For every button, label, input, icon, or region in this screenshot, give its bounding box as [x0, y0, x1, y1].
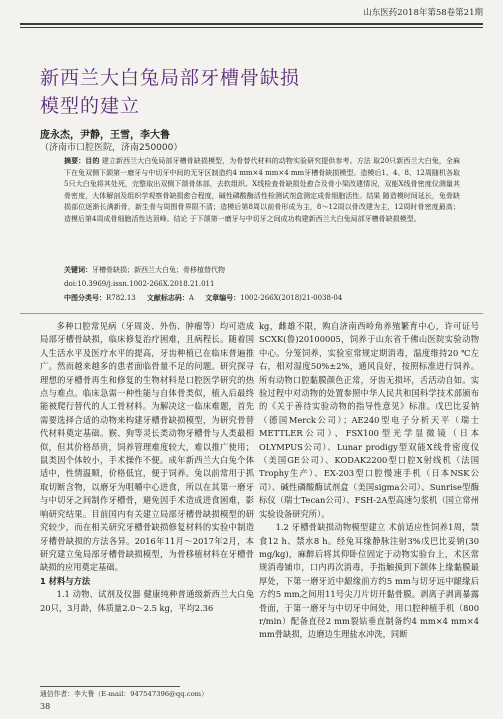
- doi: doi:10.3969/j.issn.1002-266X.2018.21.011: [64, 280, 215, 288]
- subsection-animals: 1.1 动物、试剂及仪器 健康纯种普通级新西兰大白兔20只，3月龄，体质量2.0～2.5 kg，平均2.36: [40, 589, 254, 613]
- body-column-left: [40, 320, 254, 615]
- section-divider: [20, 313, 483, 314]
- intro-paragraph: 多种口腔常见病（牙周炎、外伤、肿瘤等）均可造成局部牙槽骨缺损，临床修复治疗困难，且病程长。随着国人生活水平及医疗水平的提高，牙齿种植已在临床普遍推广。然而越来越多的患者面临骨量不足的问题。研究探寻理想的牙槽骨再生和修复的生物材料是口腔医学研究的热点与难点。临床急需一种性能与自体骨类似，植入后最终能被爬行替代的人工骨材料。为解决这一临床难题，首先需要选择合适的动物来构建牙槽骨缺损模型，为研究骨替代材料奠定基础。猴、狗等灵长类动物牙槽骨与人类最相似，但其价格昂贵，饲养管理难度较大，难以推广使用；鼠类因个体较小，手术操作不便。成年新西兰大白兔个体适中，性情温顺，价格低宜，便于饲养。兔以前常用于抓取切断含物，以磨牙为咀嚼中心进食，所以在其第一磨牙与中切牙之间制作牙槽骨，避免因手术造成进食困难，影响研究结果。目前国内有关建立局部牙槽骨缺损模型的研究较少，而在相关研究牙槽骨缺损修复材料的实验中制造牙槽骨缺损的方法各异。2016年11月～2017年2月，本研究建立兔局部牙槽骨缺损模型，为骨移植材料在牙槽骨缺损的应用奠定基础。: [40, 321, 254, 573]
- abstract-label: 摘要：目的: [64, 157, 100, 165]
- running-head: 山东医药2018年第58卷第21期: [363, 8, 483, 18]
- title-line-2: 模型的建立: [40, 95, 141, 117]
- affiliation: （济南市口腔医院，济南250000）: [40, 143, 183, 153]
- page-number: 38: [40, 702, 51, 711]
- clc-value: R782.13: [106, 294, 136, 302]
- header-rule-thin: [20, 27, 483, 28]
- abstract: [64, 156, 460, 225]
- section-heading-materials: 1 材料与方法: [40, 575, 91, 586]
- authors: 庞永杰，尹静，王雪，李大鲁: [40, 130, 170, 141]
- corresponding-author-footnote: 通信作者：李大鲁（E-mail：947547396@qq.com）: [40, 690, 208, 698]
- animals-continued-paragraph: kg，雌雄不限，购自济南西岭角养殖繁育中心，许可证号SCXK(鲁)20100005，饲养于山东省千佛山医院实验动物中心。分笼饲养，实验室常规定期消毒，温度维持20 ℃左右，相对湿度50%±2%，通风良好，按照标准进行饲养。所有动物口腔黏膜颜色正常，牙齿无损坏，舌活动自如。实验过程中对动物的处置参照中华人民共和国科学技术部颁布的《关于善待实验动物的指导性意见》标准。戊巴比妥钠（德国Merck公司）；AE240型电子分析天平（瑞士METTLER公司）、FSX100型光学显微镜（日本OLYMPUS公司）、Lunar prodigy型双能X线骨密度仪（美国GE公司）、KODAK2200型口腔X射线机（法国Trophy生产）、EX-203型口腔慢速手机（日本NSK公司）、碱性磷酸酶试剂盒（美国sigma公司）、Sunrise型酶标仪（瑞士Tecan公司）、FSH-2A型高速匀浆机（国立常州实验设备研究所）。: [259, 321, 479, 519]
- abstract-text: 建立新西兰大白兔局部牙槽骨缺损模型，为骨替代材料的动物实验研究提供参考。方法 取20只新西兰大白兔，全麻下在兔双侧下颌第一磨牙与中切牙中间的无牙区制造约4 mm×4 mm×4 mm牙槽骨缺损模型。造模后1、4、8、12周随机各取5只大白兔将其处死，完整取出双侧下颌骨体部，去软组织。X线检查骨缺损处愈合及骨小梁改建情况，双能X线骨密度仪测量其骨密度，大体解剖及组织学观察骨缺损愈合程度，碱性磷酸酶活性检测试剂盒测定成骨细胞活性。结果 随造模时间延长，兔骨缺损部位逐渐长满新骨，新生骨与周围骨界限不清；造模后第8周以前骨形成为主，8～12周以骨改建为主，12周时骨密度最高；造模后第4周成骨细胞活性达顶峰。结论 于下颌第一磨牙与中切牙之间成功构建新西兰大白兔局部牙槽骨缺损模型。: [64, 157, 460, 223]
- doc-code-value: A: [188, 294, 194, 302]
- article-no-value: 1002-266X(2018)21-0038-04: [240, 294, 343, 302]
- article-no-label: 文章编号：: [205, 294, 241, 302]
- clc-label: 中图分类号：: [64, 294, 106, 302]
- keywords-text: 牙槽骨缺损；新西兰大白兔；骨移植替代物: [92, 266, 225, 274]
- header-rule: [20, 23, 483, 25]
- body-column-right: [259, 320, 479, 642]
- classification-line: [64, 292, 460, 304]
- title-line-1: 新西兰大白兔局部牙槽骨缺损: [40, 67, 301, 89]
- subsection-model-building: 1.2 牙槽骨缺损动物模型建立 术前适应性饲养1周，禁食12 h、禁水8 h。经兔耳缘静脉注射3%戊巴比妥钠(30 mg/kg)，麻醉后将其仰卧位固定于动物实验台上，术区常规消毒铺巾，口内再次消毒，手指触摸到下颌体上缘黏膜最厚处，下第一磨牙近中龈缘前方约5 mm与切牙远中龈缘后方约5 mm之间用11号尖刀片切开黏骨膜。剥离子剥离暴露骨面，于第一磨牙与中切牙中间处，用口腔种植手机（800 r/min）配备直径2 mm裂钻垂直制备约4 mm×4 mm×4 mm骨缺损，边磨边生理盐水冲洗，同断: [259, 522, 479, 640]
- footnote-rule: [40, 686, 180, 687]
- keywords-label: 关键词：: [64, 266, 92, 274]
- doc-code-label: 文献标志码：: [146, 294, 189, 302]
- keywords: [64, 264, 460, 276]
- article-title: [40, 64, 340, 120]
